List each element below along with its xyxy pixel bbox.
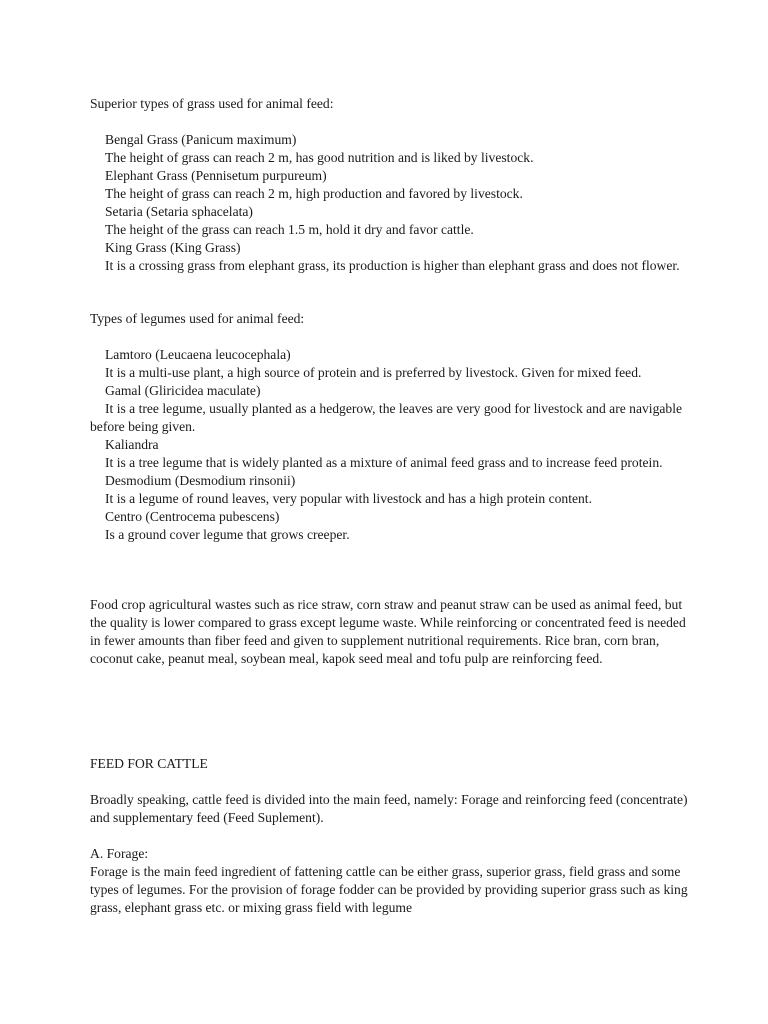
grass-list xyxy=(90,131,690,275)
forage-block xyxy=(90,845,690,917)
cattle-intro-block xyxy=(90,791,690,827)
legume-item-name: Desmodium (Desmodium rinsonii) xyxy=(105,473,296,488)
grass-item-name: Elephant Grass (Pennisetum purpureum) xyxy=(105,168,327,183)
grass-item-name: Setaria (Setaria sphacelata) xyxy=(105,204,253,219)
cattle-heading: FEED FOR CATTLE xyxy=(90,756,208,771)
legume-item-desc: It is a tree legume, usually planted as a hedgerow, the leaves are very good for livestock and are navigable before being given. xyxy=(90,401,683,434)
wastes-section xyxy=(90,596,690,668)
grass-heading: Superior types of grass used for animal feed: xyxy=(90,96,334,111)
forage-text: Forage is the main feed ingredient of fattening cattle can be either grass, superior grass, field grass and some types of legumes. For the provision of forage fodder can be provided by providing superior grass such as king grass, elephant grass etc. or mixing grass field with legume xyxy=(90,864,688,915)
forage-heading: A. Forage: xyxy=(90,846,149,861)
legume-item-name: Kaliandra xyxy=(105,437,159,452)
legume-item-name: Lamtoro (Leucaena leucocephala) xyxy=(105,347,291,362)
grass-item-desc: The height of grass can reach 2 m, high production and favored by livestock. xyxy=(105,186,523,201)
grass-item-desc: The height of grass can reach 2 m, has good nutrition and is liked by livestock. xyxy=(105,150,534,165)
legumes-list xyxy=(90,346,690,544)
legume-item-name: Centro (Centrocema pubescens) xyxy=(105,509,280,524)
legume-item-desc: It is a tree legume that is widely planted as a mixture of animal feed grass and to increase feed protein. xyxy=(105,455,663,470)
wastes-paragraph: Food crop agricultural wastes such as rice straw, corn straw and peanut straw can be used as animal feed, but the quality is lower compared to grass except legume waste. While reinforcing or concentrated feed is needed in fewer amounts than fiber feed and given to supplement nutritional requirements. Rice bran, corn bran, coconut cake, peanut meal, soybean meal, kapok seed meal and tofu pulp are reinforcing feed. xyxy=(90,597,686,666)
grass-item-name: Bengal Grass (Panicum maximum) xyxy=(105,132,297,147)
legumes-section xyxy=(90,310,690,328)
legume-item-name: Gamal (Gliricidea maculate) xyxy=(105,383,261,398)
grass-item-name: King Grass (King Grass) xyxy=(105,240,241,255)
legume-item-desc: It is a legume of round leaves, very popular with livestock and has a high protein content. xyxy=(105,491,592,506)
legume-item-desc: Is a ground cover legume that grows creeper. xyxy=(105,527,350,542)
grass-section xyxy=(90,95,690,113)
legume-item-desc: It is a multi-use plant, a high source of protein and is preferred by livestock. Given for mixed feed. xyxy=(105,365,642,380)
grass-item-desc: The height of the grass can reach 1.5 m, hold it dry and favor cattle. xyxy=(105,222,474,237)
cattle-section xyxy=(90,755,690,773)
cattle-intro: Broadly speaking, cattle feed is divided into the main feed, namely: Forage and reinforcing feed (concentrate) and supplementary feed (Feed Suplement). xyxy=(90,792,688,825)
legumes-heading: Types of legumes used for animal feed: xyxy=(90,311,305,326)
grass-item-desc: It is a crossing grass from elephant grass, its production is higher than elephant grass and does not flower. xyxy=(105,258,680,273)
